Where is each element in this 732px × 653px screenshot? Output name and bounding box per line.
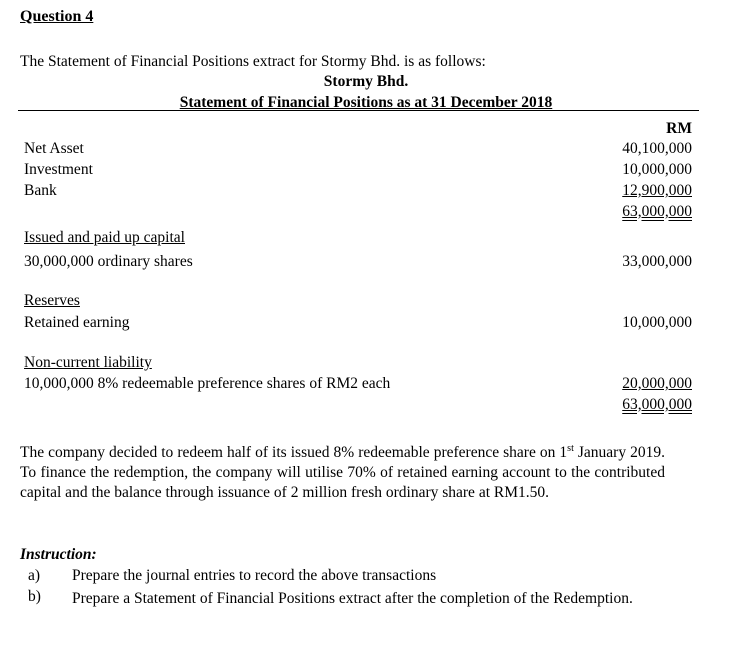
paragraph-part-2: January 2019. To finance the redemption, the company will utilise 70% of retained earning account to the contributed capital and the balance through issuance of 2 million fresh ordinary share at RM1.50. <box>20 444 666 501</box>
company-name: Stormy Bhd. <box>323 73 409 90</box>
asset-amount-net-asset: 40,100,000 <box>622 140 692 157</box>
equity-total: 63,000,000 <box>622 396 692 413</box>
question-heading: Question 4 <box>20 8 94 25</box>
preference-amount: 20,000,000 <box>622 375 692 392</box>
retained-amount: 10,000,000 <box>622 314 692 331</box>
instruction-text-b: Prepare a Statement of Financial Positions extract after the completion of the Redemption. <box>72 590 633 607</box>
intro-text: The Statement of Financial Positions extract for Stormy Bhd. is as follows: <box>20 53 486 70</box>
statement-title: Statement of Financial Positions as at 31 December 2018 <box>179 94 553 111</box>
retained-label: Retained earning <box>24 314 130 331</box>
asset-label-investment: Investment <box>24 161 93 178</box>
instruction-text-a: Prepare the journal entries to record the above transactions <box>72 567 437 584</box>
noncurrent-heading: Non-current liability <box>24 354 152 371</box>
capital-label: 30,000,000 ordinary shares <box>24 253 193 270</box>
paragraph-part-1: The company decided to redeem half of its issued 8% redeemable preference share on 1 <box>20 444 568 461</box>
currency-header: RM <box>666 120 692 137</box>
instruction-title: Instruction: <box>20 546 97 563</box>
scenario-paragraph <box>20 443 665 503</box>
header-rule <box>18 110 699 111</box>
asset-amount-investment: 10,000,000 <box>622 161 692 178</box>
assets-total: 63,000,000 <box>622 203 692 220</box>
instruction-marker-b: b) <box>28 588 41 605</box>
asset-label-bank: Bank <box>24 182 57 199</box>
preference-label: 10,000,000 8% redeemable preference shares of RM2 each <box>24 375 391 392</box>
asset-amount-bank: 12,900,000 <box>622 182 692 199</box>
asset-label-net-asset: Net Asset <box>24 140 84 157</box>
paragraph-superscript: st <box>567 442 574 454</box>
instruction-marker-a: a) <box>28 567 41 584</box>
reserves-heading: Reserves <box>24 292 80 309</box>
capital-amount: 33,000,000 <box>622 253 692 270</box>
capital-heading: Issued and paid up capital <box>24 229 185 246</box>
